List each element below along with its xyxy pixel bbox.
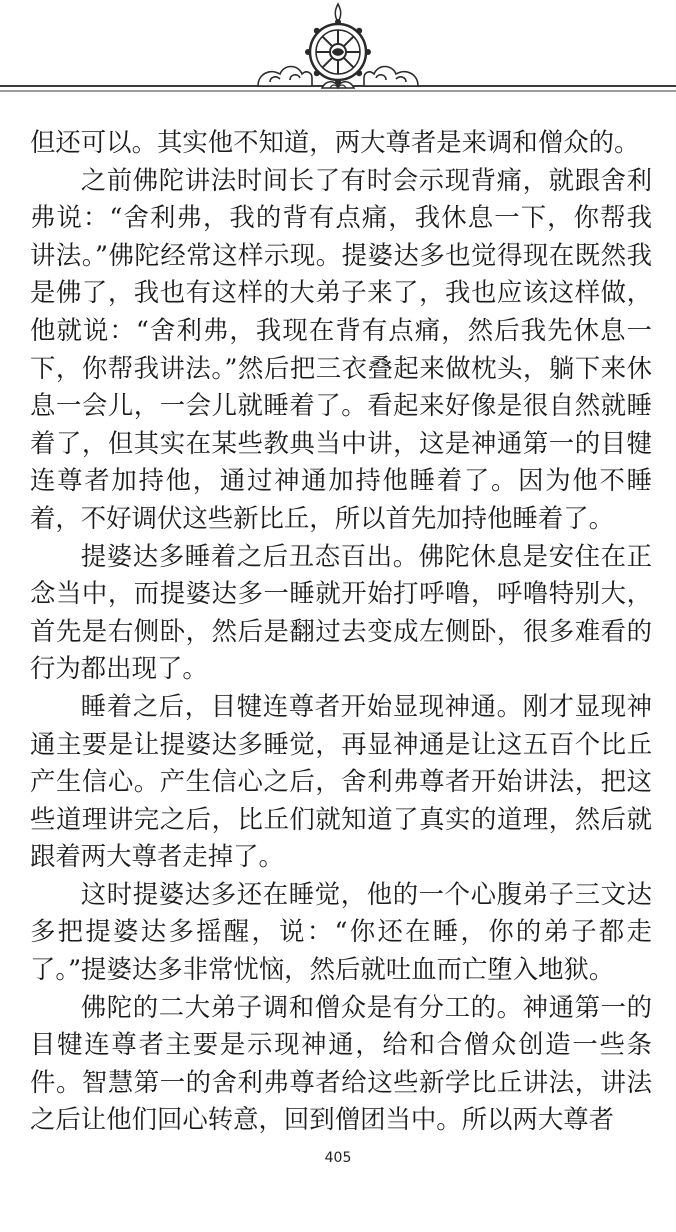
paragraph-3: 提婆达多睡着之后丑态百出。佛陀休息是安住在正念当中，而提婆达多一睡就开始打呼噜，呼噜特别大，首先是右侧卧，然后是翻过去变成左侧卧，很多难看的行为都出现了。 [30,540,652,684]
right-cloud-scroll-icon [364,67,418,87]
paragraph-4: 睡着之后，目犍连尊者开始显现神通。刚才显现神通主要是让提婆达多睡觉，再显神通是让这五百个比丘产生信心。产生信心之后，舍利弗尊者开始讲法，把这些道理讲完之后，比丘们就知道了真实的道理，然后就跟着两大尊者走掉了。 [30,690,652,872]
paragraph-5: 这时提婆达多还在睡觉，他的一个心腹弟子三文达多把提婆达多摇醒，说：“你还在睡，你的弟子都走了。”提婆达多非常忧恼，然后就吐血而亡堕入地狱。 [30,878,652,985]
page-number: 405 [324,1150,352,1166]
page-header-ornament [0,0,676,110]
paragraph-1: 但还可以。其实他不知道，两大尊者是来调和僧众的。 [30,127,640,157]
left-cloud-scroll-icon [258,67,312,87]
header-ornament-graphic [0,0,676,110]
document-body [30,124,652,1139]
dharma-wheel-icon [305,4,371,88]
paragraph-6: 佛陀的二大弟子调和僧众是有分工的。神通第一的目犍连尊者主要是示现神通，给和合僧众创造一些条件。智慧第一的舍利弗尊者给这些新学比丘讲法，讲法之后让他们回心转意，回到僧团当中。所以两大尊者 [30,991,652,1135]
paragraph-2: 之前佛陀讲法时间长了有时会示现背痛，就跟舍利弗说：“舍利弗，我的背有点痛，我休息一下，你帮我讲法。”佛陀经常这样示现。提婆达多也觉得现在既然我是佛了，我也有这样的大弟子来了，我也应该这样做，他就说：“舍利弗，我现在背有点痛，然后我先休息一下，你帮我讲法。”然后把三衣叠起来做枕头，躺下来休息一会儿，一会儿就睡着了。看起来好像是很自然就睡着了，但其实在某些教典当中讲，这是神通第一的目犍连尊者加持他，通过神通加持他睡着了。因为他不睡着，不好调伏这些新比丘，所以首先加持他睡着了。 [30,164,652,533]
